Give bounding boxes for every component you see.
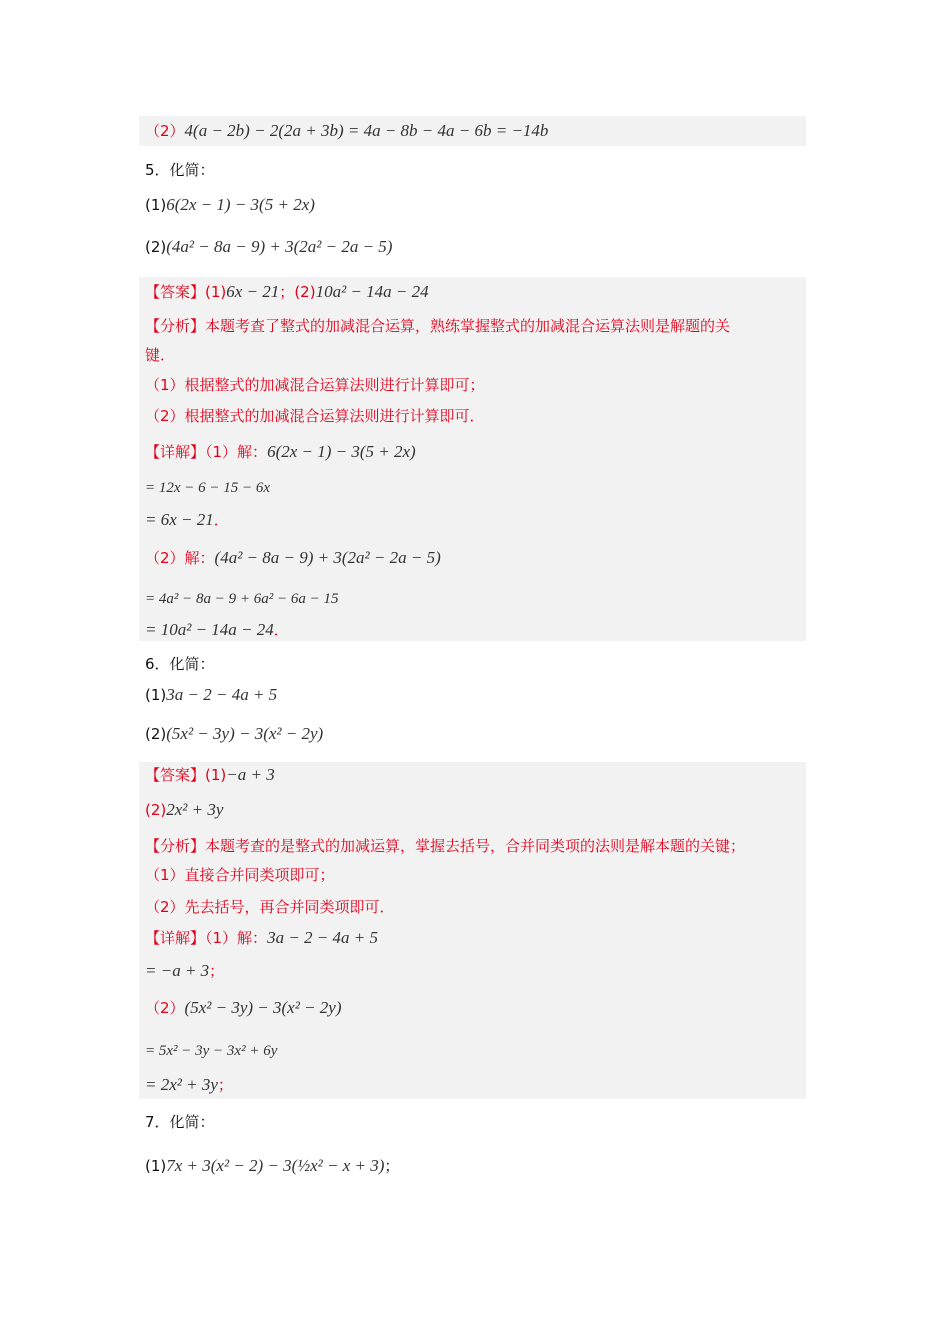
semicolon: ； (209, 962, 225, 980)
label: （1）解： (205, 443, 268, 461)
q6-answer-2 (145, 800, 223, 820)
formula: 6x − 21 (226, 282, 280, 301)
formula: 2x² + 3y (166, 800, 224, 819)
formula: −a + 3 (226, 765, 275, 784)
q5-step-3: = 4a² − 8a − 9 + 6a² − 6a − 15 (145, 591, 339, 607)
formula: (5x² − 3y) − 3(x² − 2y) (166, 724, 324, 743)
formula: = −a + 3 (145, 961, 210, 980)
q5-analysis-step2: （2）根据整式的加减混合运算法则进行计算即可． (145, 407, 485, 425)
q5-detail-2 (145, 548, 441, 568)
formula: = 2x² + 3y (145, 1075, 218, 1094)
analysis-tag: 【分析】 (145, 837, 206, 855)
q7-stem: 7．化简： (145, 1113, 215, 1131)
top-box-line (145, 121, 548, 141)
q6-step-3 (145, 1075, 233, 1095)
q5-analysis (145, 316, 730, 336)
analysis-tag: 【分析】 (145, 317, 206, 335)
label: (2) (145, 725, 167, 743)
semicolon: ； (217, 1076, 233, 1094)
q5-step-2 (145, 510, 229, 530)
q6-step-1 (145, 961, 224, 981)
q7-part1 (145, 1156, 399, 1176)
label: (1) (205, 283, 227, 301)
q6-part2 (145, 724, 323, 744)
label: (2) (145, 238, 167, 256)
q5-analysis-step1: （1）根据整式的加减混合运算法则进行计算即可； (145, 376, 485, 394)
q5-analysis-cont: 键． (145, 346, 176, 364)
formula: (4a² − 8a − 9) + 3(2a² − 2a − 5) (214, 548, 441, 567)
q5-part1 (145, 195, 315, 215)
label: (1) (145, 1157, 167, 1175)
formula: (4a² − 8a − 9) + 3(2a² − 2a − 5) (166, 237, 393, 256)
label: (2) (294, 283, 316, 301)
formula: = 10a² − 14a − 24 (145, 620, 274, 639)
q5-step-1: = 12x − 6 − 15 − 6x (145, 480, 271, 496)
q5-detail-1 (145, 442, 416, 462)
q6-part1 (145, 685, 277, 705)
formula: 10a² − 14a − 24 (315, 282, 429, 301)
q5-answer (145, 282, 429, 302)
separator: ； (279, 283, 295, 301)
q5-stem: 5．化简： (145, 161, 215, 179)
q6-answer (145, 765, 275, 785)
formula: 4(a − 2b) − 2(2a + 3b) = 4a − 8b − 4a − 6b = −14b (184, 121, 549, 140)
formula: (5x² − 3y) − 3(x² − 2y) (184, 998, 342, 1017)
formula: 7x + 3(x² − 2) − 3(½x² − x + 3) (166, 1156, 385, 1175)
label: （2） (145, 999, 185, 1017)
q6-analysis-step1: （1）直接合并同类项即可； (145, 866, 335, 884)
label: (1) (145, 686, 167, 704)
label: (1) (145, 196, 167, 214)
q6-detail-1 (145, 928, 378, 948)
q6-stem: 6．化简： (145, 655, 215, 673)
analysis-text: 本题考查的是整式的加减运算，掌握去括号，合并同类项的法则是解本题的关键； (205, 837, 746, 855)
period: ． (213, 511, 229, 529)
q6-analysis-step2: （2）先去括号，再合并同类项即可． (145, 898, 395, 916)
formula: 3a − 2 − 4a + 5 (166, 685, 278, 704)
detail-tag: 【详解】 (145, 929, 206, 947)
label: （1）解： (205, 929, 268, 947)
q6-detail-2 (145, 998, 341, 1018)
label: （2）解： (145, 549, 215, 567)
formula: 6(2x − 1) − 3(5 + 2x) (166, 195, 315, 214)
q5-part2 (145, 237, 392, 257)
semicolon: ； (384, 1157, 400, 1175)
label: （2） (145, 122, 185, 140)
label: (2) (145, 801, 167, 819)
period: ． (273, 621, 289, 639)
formula: 3a − 2 − 4a + 5 (267, 928, 378, 947)
answer-tag: 【答案】 (145, 283, 206, 301)
formula: = 6x − 21 (145, 510, 214, 529)
analysis-text: 本题考查了整式的加减混合运算，熟练掌握整式的加减混合运算法则是解题的关 (205, 317, 731, 335)
answer-tag: 【答案】 (145, 766, 206, 784)
q6-analysis (145, 836, 745, 856)
q5-step-4 (145, 620, 289, 640)
label: (1) (205, 766, 227, 784)
detail-tag: 【详解】 (145, 443, 206, 461)
formula: 6(2x − 1) − 3(5 + 2x) (267, 442, 416, 461)
q6-step-2: = 5x² − 3y − 3x² + 6y (145, 1043, 278, 1059)
